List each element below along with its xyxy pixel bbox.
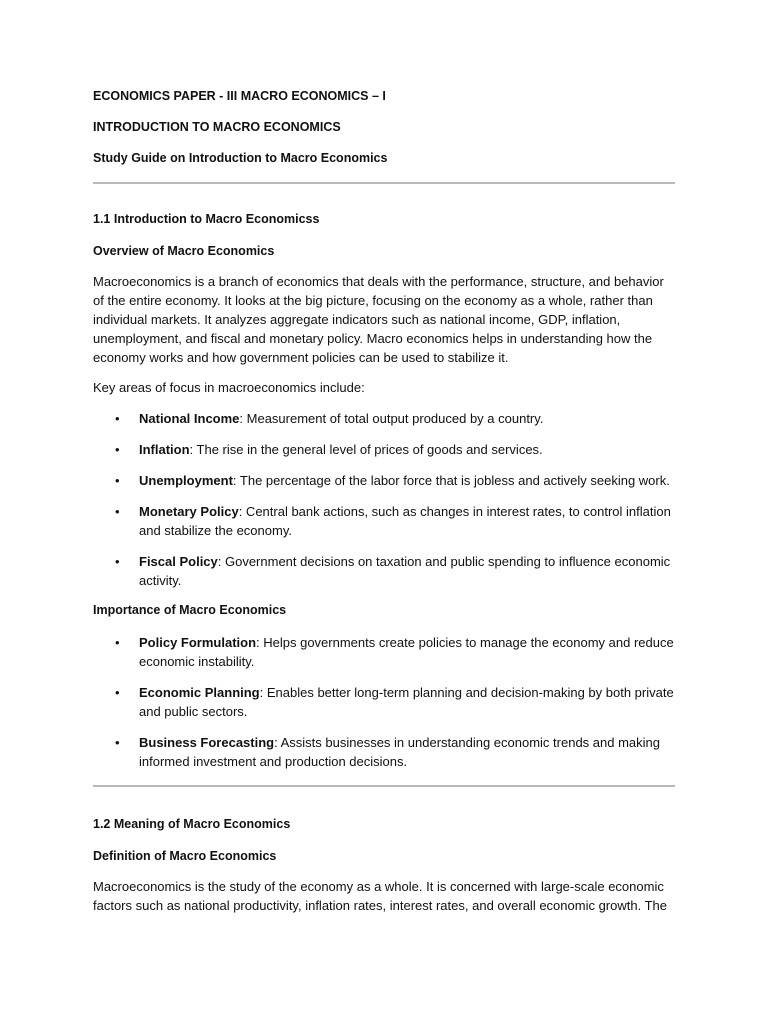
list-item-desc: : Government decisions on taxation and public spending to influence economic activity. [139,554,671,588]
bullet-icon: • [115,473,120,488]
paper-title: ECONOMICS PAPER - III MACRO ECONOMICS – I [93,89,386,103]
bullet-icon: • [115,411,120,426]
importance-list [93,633,675,771]
list-item-term: Policy Formulation [139,635,257,650]
list-item [93,409,675,428]
list-item [93,733,675,771]
horizontal-rule [93,785,675,787]
overview-paragraph: Macroeconomics is a branch of economics that deals with the performance, structure, and behavior of the entire economy. It looks at the big picture, focusing on the economy as a whole, rather than individual markets. It analyzes aggregate indicators such as national income, GDP, inflation, unemployment, and fiscal and monetary policy. Macro economics helps in understanding how the economy works and how government policies can be used to stabilize it. [93,274,664,365]
list-item-desc: : The rise in the general level of prices of goods and services. [189,442,543,457]
list-item [93,552,675,590]
importance-heading: Importance of Macro Economics [93,603,287,617]
list-item-desc: : Enables better long-term planning and decision-making by both private and public sectors. [139,685,674,719]
section-title-1-2: 1.2 Meaning of Macro Economics [93,817,291,831]
list-item-desc: : Central bank actions, such as changes in interest rates, to control inflation and stabilize the economy. [139,504,671,538]
list-item [93,502,675,540]
document-title: INTRODUCTION TO MACRO ECONOMICS [93,120,341,134]
bullet-icon: • [115,735,120,750]
horizontal-rule [93,182,675,184]
bullet-icon: • [115,685,120,700]
bullet-icon: • [115,554,120,569]
section-title-1-1: 1.1 Introduction to Macro Economicss [93,212,320,226]
definition-paragraph: Macroeconomics is the study of the economy as a whole. It is concerned with large-scale economic factors such as national productivity, inflation rates, interest rates, and overall economic growth. The [93,879,667,913]
list-item [93,683,675,721]
list-item [93,440,675,459]
definition-heading: Definition of Macro Economics [93,849,277,863]
list-item-desc: : Helps governments create policies to manage the economy and reduce economic instability. [139,635,674,669]
list-item-term: Unemployment [139,473,233,488]
list-item-term: Monetary Policy [139,504,239,519]
list-item [93,633,675,671]
list-item-term: National Income [139,411,240,426]
bullet-icon: • [115,635,120,650]
list-item [93,471,675,490]
list-item-desc: : Measurement of total output produced by a country. [239,411,544,426]
document-content [93,88,675,915]
bullet-icon: • [115,442,120,457]
list-item-desc: : Assists businesses in understanding economic trends and making informed investment and production decisions. [139,735,660,769]
list-item-term: Inflation [139,442,190,457]
study-guide-title: Study Guide on Introduction to Macro Economics [93,151,388,165]
list-item-term: Fiscal Policy [139,554,218,569]
overview-heading: Overview of Macro Economics [93,244,275,258]
list-item-term: Economic Planning [139,685,260,700]
key-areas-intro: Key areas of focus in macroeconomics include: [93,380,365,395]
bullet-icon: • [115,504,120,519]
list-item-desc: : The percentage of the labor force that is jobless and actively seeking work. [232,473,670,488]
key-areas-list [93,409,675,590]
list-item-term: Business Forecasting [139,735,275,750]
